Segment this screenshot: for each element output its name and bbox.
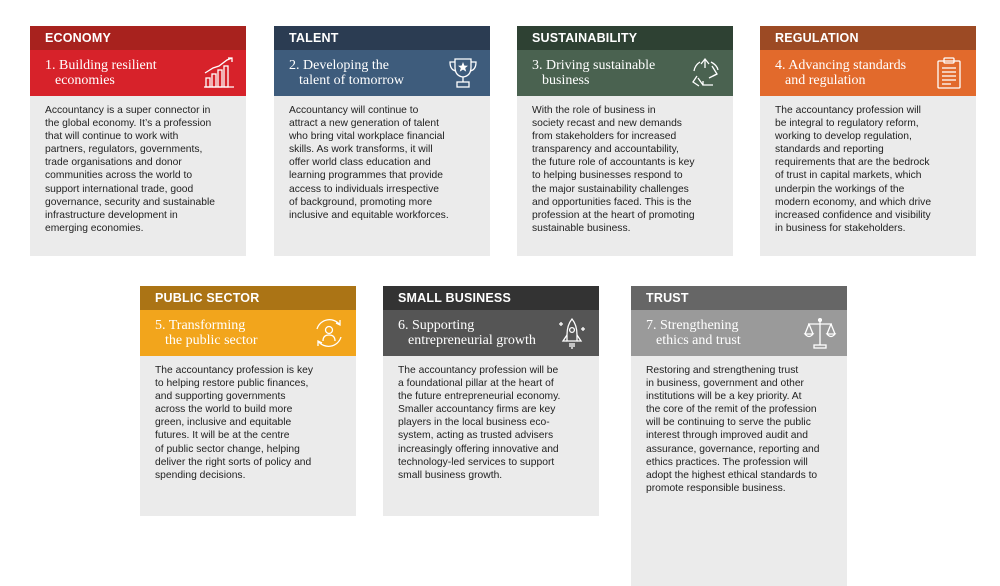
- body-line: infrastructure development in: [45, 209, 178, 221]
- card-title-line2: the public sector: [165, 333, 258, 348]
- body-line: spending decisions.: [155, 469, 246, 481]
- body-line: The accountancy profession is key: [155, 365, 313, 376]
- category-label: PUBLIC SECTOR: [140, 286, 356, 310]
- body-line: profession at the heart of promoting: [532, 209, 695, 221]
- body-line: and supporting governments: [155, 391, 286, 403]
- card-title-line1: 2. Developing the: [289, 58, 389, 73]
- card-title-line2: entrepreneurial growth: [408, 333, 536, 348]
- body-line: Restoring and strengthening trust: [646, 365, 799, 376]
- body-line: that will continue to work with: [45, 131, 179, 143]
- card-header: [274, 50, 490, 96]
- body-line: the core of the remit of the profession: [646, 404, 817, 416]
- body-line: increased confidence and visibility: [775, 209, 931, 221]
- card-talent: [274, 26, 490, 256]
- card-economy: [30, 26, 246, 256]
- body-line: working to develop regulation,: [775, 131, 912, 143]
- category-label: SMALL BUSINESS: [383, 286, 599, 310]
- body-line: Accountancy is a super connector in: [45, 105, 211, 116]
- scales-icon: [803, 316, 837, 350]
- body-line: With the role of business in: [532, 105, 656, 116]
- body-line: offer world class education and: [289, 157, 431, 169]
- body-line: partners, regulators, governments,: [45, 144, 203, 156]
- card-header: [631, 310, 847, 356]
- body-line: transparency and accountability,: [532, 144, 679, 156]
- card-header: [517, 50, 733, 96]
- card-body: [30, 96, 246, 256]
- body-line: institutions will be a key priority. At: [646, 391, 802, 403]
- card-title-line1: 7. Strengthening: [646, 318, 739, 333]
- body-line: requirements that are the bedrock: [775, 157, 930, 169]
- recycle-icon: [689, 56, 723, 90]
- body-line: and opportunities faced. This is the: [532, 196, 692, 208]
- card-body: [383, 356, 599, 516]
- body-line: attract a new generation of talent: [289, 118, 439, 130]
- body-line: Smaller accountancy firms are key: [398, 404, 556, 416]
- card-title-line1: 5. Transforming: [155, 318, 246, 333]
- body-line: of background, promoting more: [289, 196, 433, 208]
- card-title-line2: and regulation: [785, 73, 866, 88]
- body-line: players in the local business eco-: [398, 417, 550, 429]
- card-regulation: [760, 26, 976, 256]
- body-line: governance, security and sustainable: [45, 196, 216, 208]
- growth-chart-icon: [202, 56, 236, 90]
- body-line: to helping restore public finances,: [155, 378, 309, 390]
- card-body: [760, 96, 976, 256]
- card-public-sector: [140, 286, 356, 516]
- card-header: [760, 50, 976, 96]
- body-line: trade organisations and donor: [45, 157, 182, 169]
- card-title-line2: business: [542, 73, 590, 88]
- body-line: in business for stakeholders.: [775, 222, 906, 234]
- card-body: [140, 356, 356, 516]
- card-body: [517, 96, 733, 256]
- body-line: will be continuing to serve the public: [646, 417, 811, 429]
- body-line: be integral to regulatory reform,: [775, 118, 919, 130]
- trophy-icon: [446, 56, 480, 90]
- card-title-line1: 3. Driving sustainable: [532, 58, 656, 73]
- body-line: from stakeholders for increased: [532, 131, 677, 143]
- body-line: increasingly offering innovative and: [398, 443, 559, 455]
- body-line: system, acting as trusted advisers: [398, 430, 554, 442]
- category-label: TRUST: [631, 286, 847, 310]
- body-line: modern economy, and which drive: [775, 196, 932, 208]
- body-line: of trust in capital markets, which: [775, 170, 922, 182]
- body-line: inclusive and equitable workforces.: [289, 209, 449, 221]
- card-header: [30, 50, 246, 96]
- body-line: a foundational pillar at the heart of: [398, 378, 554, 390]
- body-line: standards and reporting: [775, 144, 884, 156]
- clipboard-icon: [932, 56, 966, 90]
- body-line: assurance, governance, reporting and: [646, 443, 820, 455]
- body-line: the global economy. It’s a profession: [45, 118, 212, 130]
- card-title-line1: 4. Advancing standards: [775, 58, 907, 73]
- body-line: society recast and new demands: [532, 118, 682, 130]
- body-line: deliver the right sorts of policy and: [155, 456, 312, 468]
- card-header: [383, 310, 599, 356]
- body-line: sustainable business.: [532, 222, 631, 234]
- body-line: the future entrepreneurial economy.: [398, 391, 561, 403]
- card-title-line1: 1. Building resilient: [45, 58, 157, 73]
- card-title-line2: talent of tomorrow: [299, 73, 404, 88]
- card-sustainability: [517, 26, 733, 256]
- body-line: who bring vital workplace financial: [289, 131, 445, 143]
- body-line: small business growth.: [398, 469, 503, 481]
- card-body: [631, 356, 847, 586]
- body-line: The accountancy profession will: [775, 105, 921, 116]
- body-line: green, inclusive and equitable: [155, 417, 292, 429]
- rocket-icon: [555, 316, 589, 350]
- body-line: the future role of accountants is key: [532, 157, 695, 169]
- body-line: interest through improved audit and: [646, 430, 808, 442]
- body-line: support international trade, good: [45, 183, 194, 195]
- body-line: to helping businesses respond to: [532, 170, 683, 182]
- body-line: ethics practices. The profession will: [646, 456, 808, 468]
- body-line: promote responsible business.: [646, 482, 786, 494]
- person-cycle-icon: [312, 316, 346, 350]
- body-line: learning programmes that provide: [289, 170, 443, 182]
- card-title-line1: 6. Supporting: [398, 318, 475, 333]
- card-trust: [631, 286, 847, 586]
- body-line: futures. It will be at the centre: [155, 430, 290, 442]
- category-label: ECONOMY: [30, 26, 246, 50]
- card-body: [274, 96, 490, 256]
- card-title-line2: economies: [55, 73, 115, 88]
- body-line: Accountancy will continue to: [289, 105, 419, 116]
- card-small-business: [383, 286, 599, 516]
- body-line: access to individuals irrespective: [289, 183, 439, 195]
- body-line: of public sector change, helping: [155, 443, 300, 455]
- body-line: emerging economies.: [45, 222, 144, 234]
- body-line: the major sustainability challenges: [532, 183, 689, 195]
- body-line: communities across the world to: [45, 170, 193, 182]
- category-label: TALENT: [274, 26, 490, 50]
- card-header: [140, 310, 356, 356]
- body-line: skills. As work transforms, it will: [289, 144, 433, 156]
- category-label: REGULATION: [760, 26, 976, 50]
- body-line: adopt the highest ethical standards to: [646, 469, 818, 481]
- card-title-line2: ethics and trust: [656, 333, 741, 348]
- body-line: across the world to build more: [155, 404, 293, 416]
- body-line: The accountancy profession will be: [398, 365, 559, 376]
- body-line: technology-led services to support: [398, 456, 555, 468]
- body-line: underpin the workings of the: [775, 183, 905, 195]
- category-label: SUSTAINABILITY: [517, 26, 733, 50]
- body-line: in business, government and other: [646, 378, 804, 390]
